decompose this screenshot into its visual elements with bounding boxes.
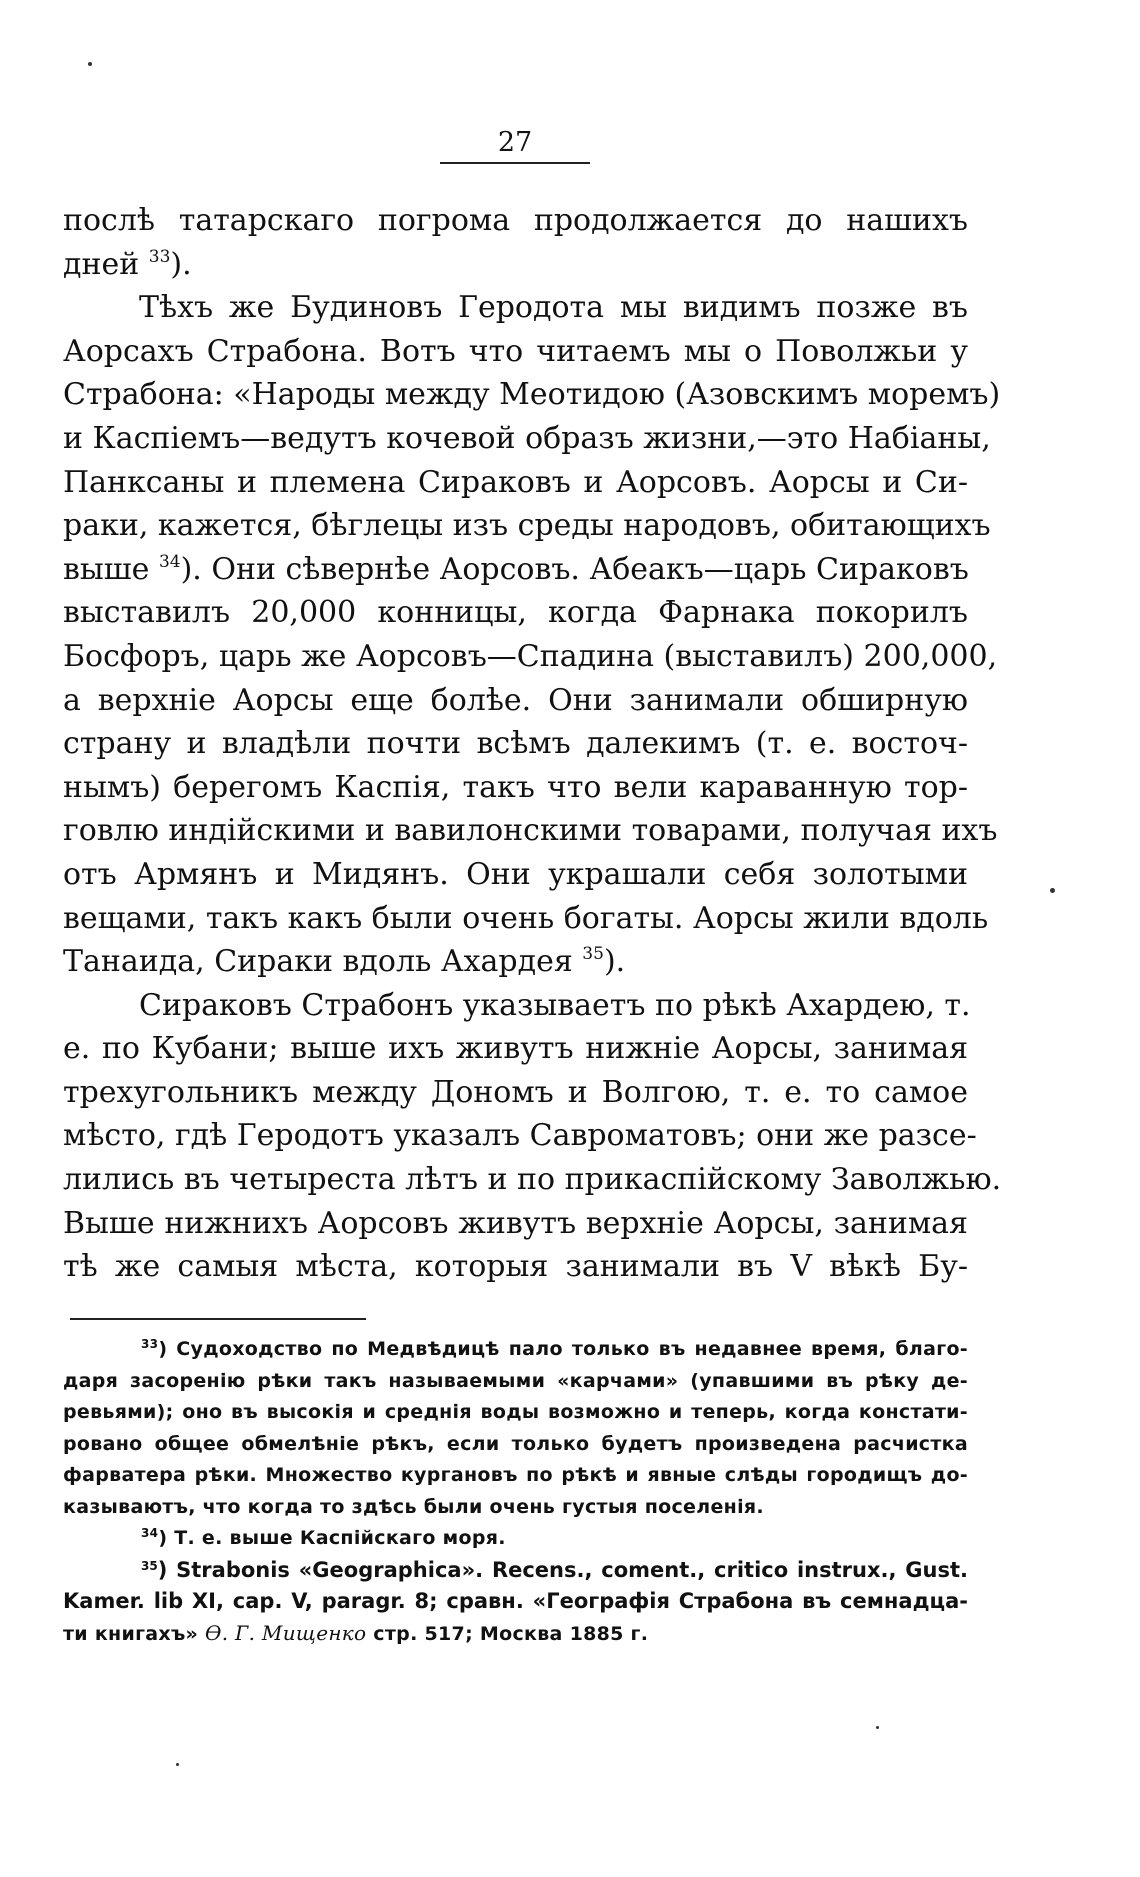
line-text: лились въ четыреста лѣтъ и по прикаспійскому Заволжью. (63, 1162, 1002, 1198)
footnote-text: фарватера рѣки. Множество кургановъ по рѣкѣ и явные слѣды городищъ до- (63, 1464, 968, 1486)
footnote-line (63, 1492, 968, 1524)
text-line (63, 286, 968, 330)
footnote-text: ) Strabonis «Geographica». Recens., coment., critico instrux., Gust. (157, 1557, 968, 1582)
text-line (63, 940, 968, 984)
footnote-line (63, 1555, 968, 1587)
line-text: Босфоръ, царь же Аорсовъ—Спадина (выставилъ) 200,000, (63, 638, 998, 674)
line-text: Выше нижнихъ Аорсовъ живутъ верхніе Аорсы, занимая (63, 1205, 968, 1241)
footnote-number: 33 (141, 1337, 159, 1351)
scan-speck (176, 1763, 179, 1766)
text-line (63, 1245, 968, 1289)
line-text: Сираковъ Страбонъ указываетъ по рѣкѣ Ахардею, т. (139, 987, 971, 1023)
page-number: 27 (497, 127, 533, 158)
text-line (63, 1071, 968, 1115)
text-line (63, 461, 968, 505)
footnote-reference: 34 (158, 551, 181, 572)
line-text: страну и владѣли почти всѣмъ далекимъ (т. е. восточ- (63, 726, 968, 762)
line-text: говлю индійскими и вавилонскими товарами, получая ихъ (63, 813, 998, 849)
text-line (63, 809, 998, 853)
line-text: выше (63, 551, 159, 587)
text-line (63, 766, 968, 810)
line-text: дней (63, 246, 149, 282)
line-text: выставилъ 20,000 конницы, когда Фарнака покорилъ (63, 595, 968, 631)
line-text: отъ Армянъ и Мидянъ. Они украшали себя золотыми (63, 856, 968, 892)
footnote-line (63, 1618, 968, 1650)
footnote-line (63, 1334, 968, 1366)
footnote-line (63, 1366, 968, 1398)
line-text: Аорсахъ Страбона. Вотъ что читаемъ мы о Поволжьи у (63, 333, 968, 369)
footnote-text: ревьями); оно въ высокія и среднія воды возможно и теперь, когда констати- (63, 1401, 968, 1423)
text-line (63, 373, 1001, 417)
footnote-number: 34 (141, 1526, 159, 1540)
line-text: а верхніе Аорсы еще болѣе. Они занимали обширную (63, 682, 968, 718)
text-line (63, 635, 998, 679)
footnote-reference: 35 (582, 944, 604, 965)
footnote-text: Kamer. lib XI, cap. V, paragr. 8; сравн. «Географія Страбона въ семнадца- (63, 1589, 968, 1613)
text-line (63, 1027, 968, 1071)
line-text-after: ). (603, 944, 626, 980)
footnote-text: ) Судоходство по Медвѣдицѣ пало только въ недавнее время, благо- (158, 1338, 968, 1360)
footnote-reference: 33 (148, 246, 171, 267)
footnote-line (63, 1460, 968, 1492)
footnote-line (63, 1523, 968, 1555)
footnote-line (63, 1429, 968, 1461)
line-text: Тѣхъ же Будиновъ Геродота мы видимъ позже въ (139, 290, 968, 326)
line-text: раки, кажется, бѣглецы изъ среды народовъ, обитающихъ (63, 508, 991, 544)
scan-speck (876, 1726, 879, 1729)
line-text: трехугольникъ между Дономъ и Волгою, т. е. то самое (63, 1074, 968, 1110)
footnote-text-after: стр. 517; Москва 1885 г. (366, 1622, 649, 1645)
text-line (63, 330, 968, 374)
line-text-after: ). (170, 246, 192, 282)
footnote-text: ) Т. е. выше Каспійскаго моря. (158, 1527, 506, 1549)
footnotes (63, 1334, 968, 1649)
text-line (63, 417, 991, 461)
text-line (63, 897, 989, 941)
line-text-after: ). Они сѣвернѣе Аорсовъ. Абеакъ—царь Сираковъ (180, 551, 969, 587)
text-line (63, 199, 968, 243)
text-line (63, 679, 968, 723)
text-line (63, 853, 968, 897)
page-number-rule (440, 162, 590, 164)
line-text: Панксаны и племена Сираковъ и Аорсовъ. Аорсы и Си- (63, 464, 968, 500)
body-text (63, 199, 1002, 1289)
text-line (63, 1202, 968, 1246)
footnote-text: казываютъ, что когда то здѣсь были очень густыя поселенія. (63, 1495, 764, 1518)
line-text: Танаида, Сираки вдоль Ахардея (63, 944, 583, 980)
text-line (63, 591, 968, 635)
text-line (63, 548, 968, 592)
footnote-divider (70, 1318, 366, 1320)
line-text: и Каспіемъ—ведутъ кочевой образъ жизни,—это Набіаны, (63, 420, 991, 456)
footnote-line (63, 1586, 968, 1618)
line-text: Страбона: «Народы между Меотидою (Азовскимъ моремъ) (63, 377, 1001, 413)
text-line (63, 1114, 977, 1158)
line-text: мѣсто, гдѣ Геродотъ указалъ Савроматовъ; они же рaзсе- (63, 1118, 977, 1154)
footnote-text: ти книгахъ» (63, 1622, 206, 1645)
scan-speck (88, 62, 92, 66)
footnote-number: 35 (141, 1558, 158, 1573)
text-line (63, 243, 968, 287)
line-text: вещами, такъ какъ были очень богаты. Аорсы жили вдоль (63, 900, 989, 936)
footnote-text: ровано общее обмелѣніе рѣкъ, если только будетъ произведена расчистка (63, 1432, 968, 1455)
line-text: нымъ) берегомъ Каспія, такъ что вели караванную тор- (63, 769, 968, 805)
text-line (63, 722, 968, 766)
scan-speck (1050, 888, 1055, 893)
footnote-line (63, 1397, 968, 1429)
footnote-text: даря засоренію рѣки такъ называемыми «карчами» (упавшими въ рѣку де- (63, 1369, 968, 1392)
line-text: е. по Кубани; выше ихъ живутъ нижніе Аорсы, занимая (63, 1031, 968, 1067)
line-text: тѣ же самыя мѣста, которыя занимали въ V вѣкѣ Бу- (63, 1249, 968, 1285)
text-line (63, 984, 971, 1028)
text-line (63, 1158, 1002, 1202)
footnote-author: Ө. Г. Мищенко (205, 1620, 367, 1645)
text-line (63, 504, 991, 548)
line-text: послѣ татарскаго погрома продолжается до нашихъ (63, 203, 968, 238)
